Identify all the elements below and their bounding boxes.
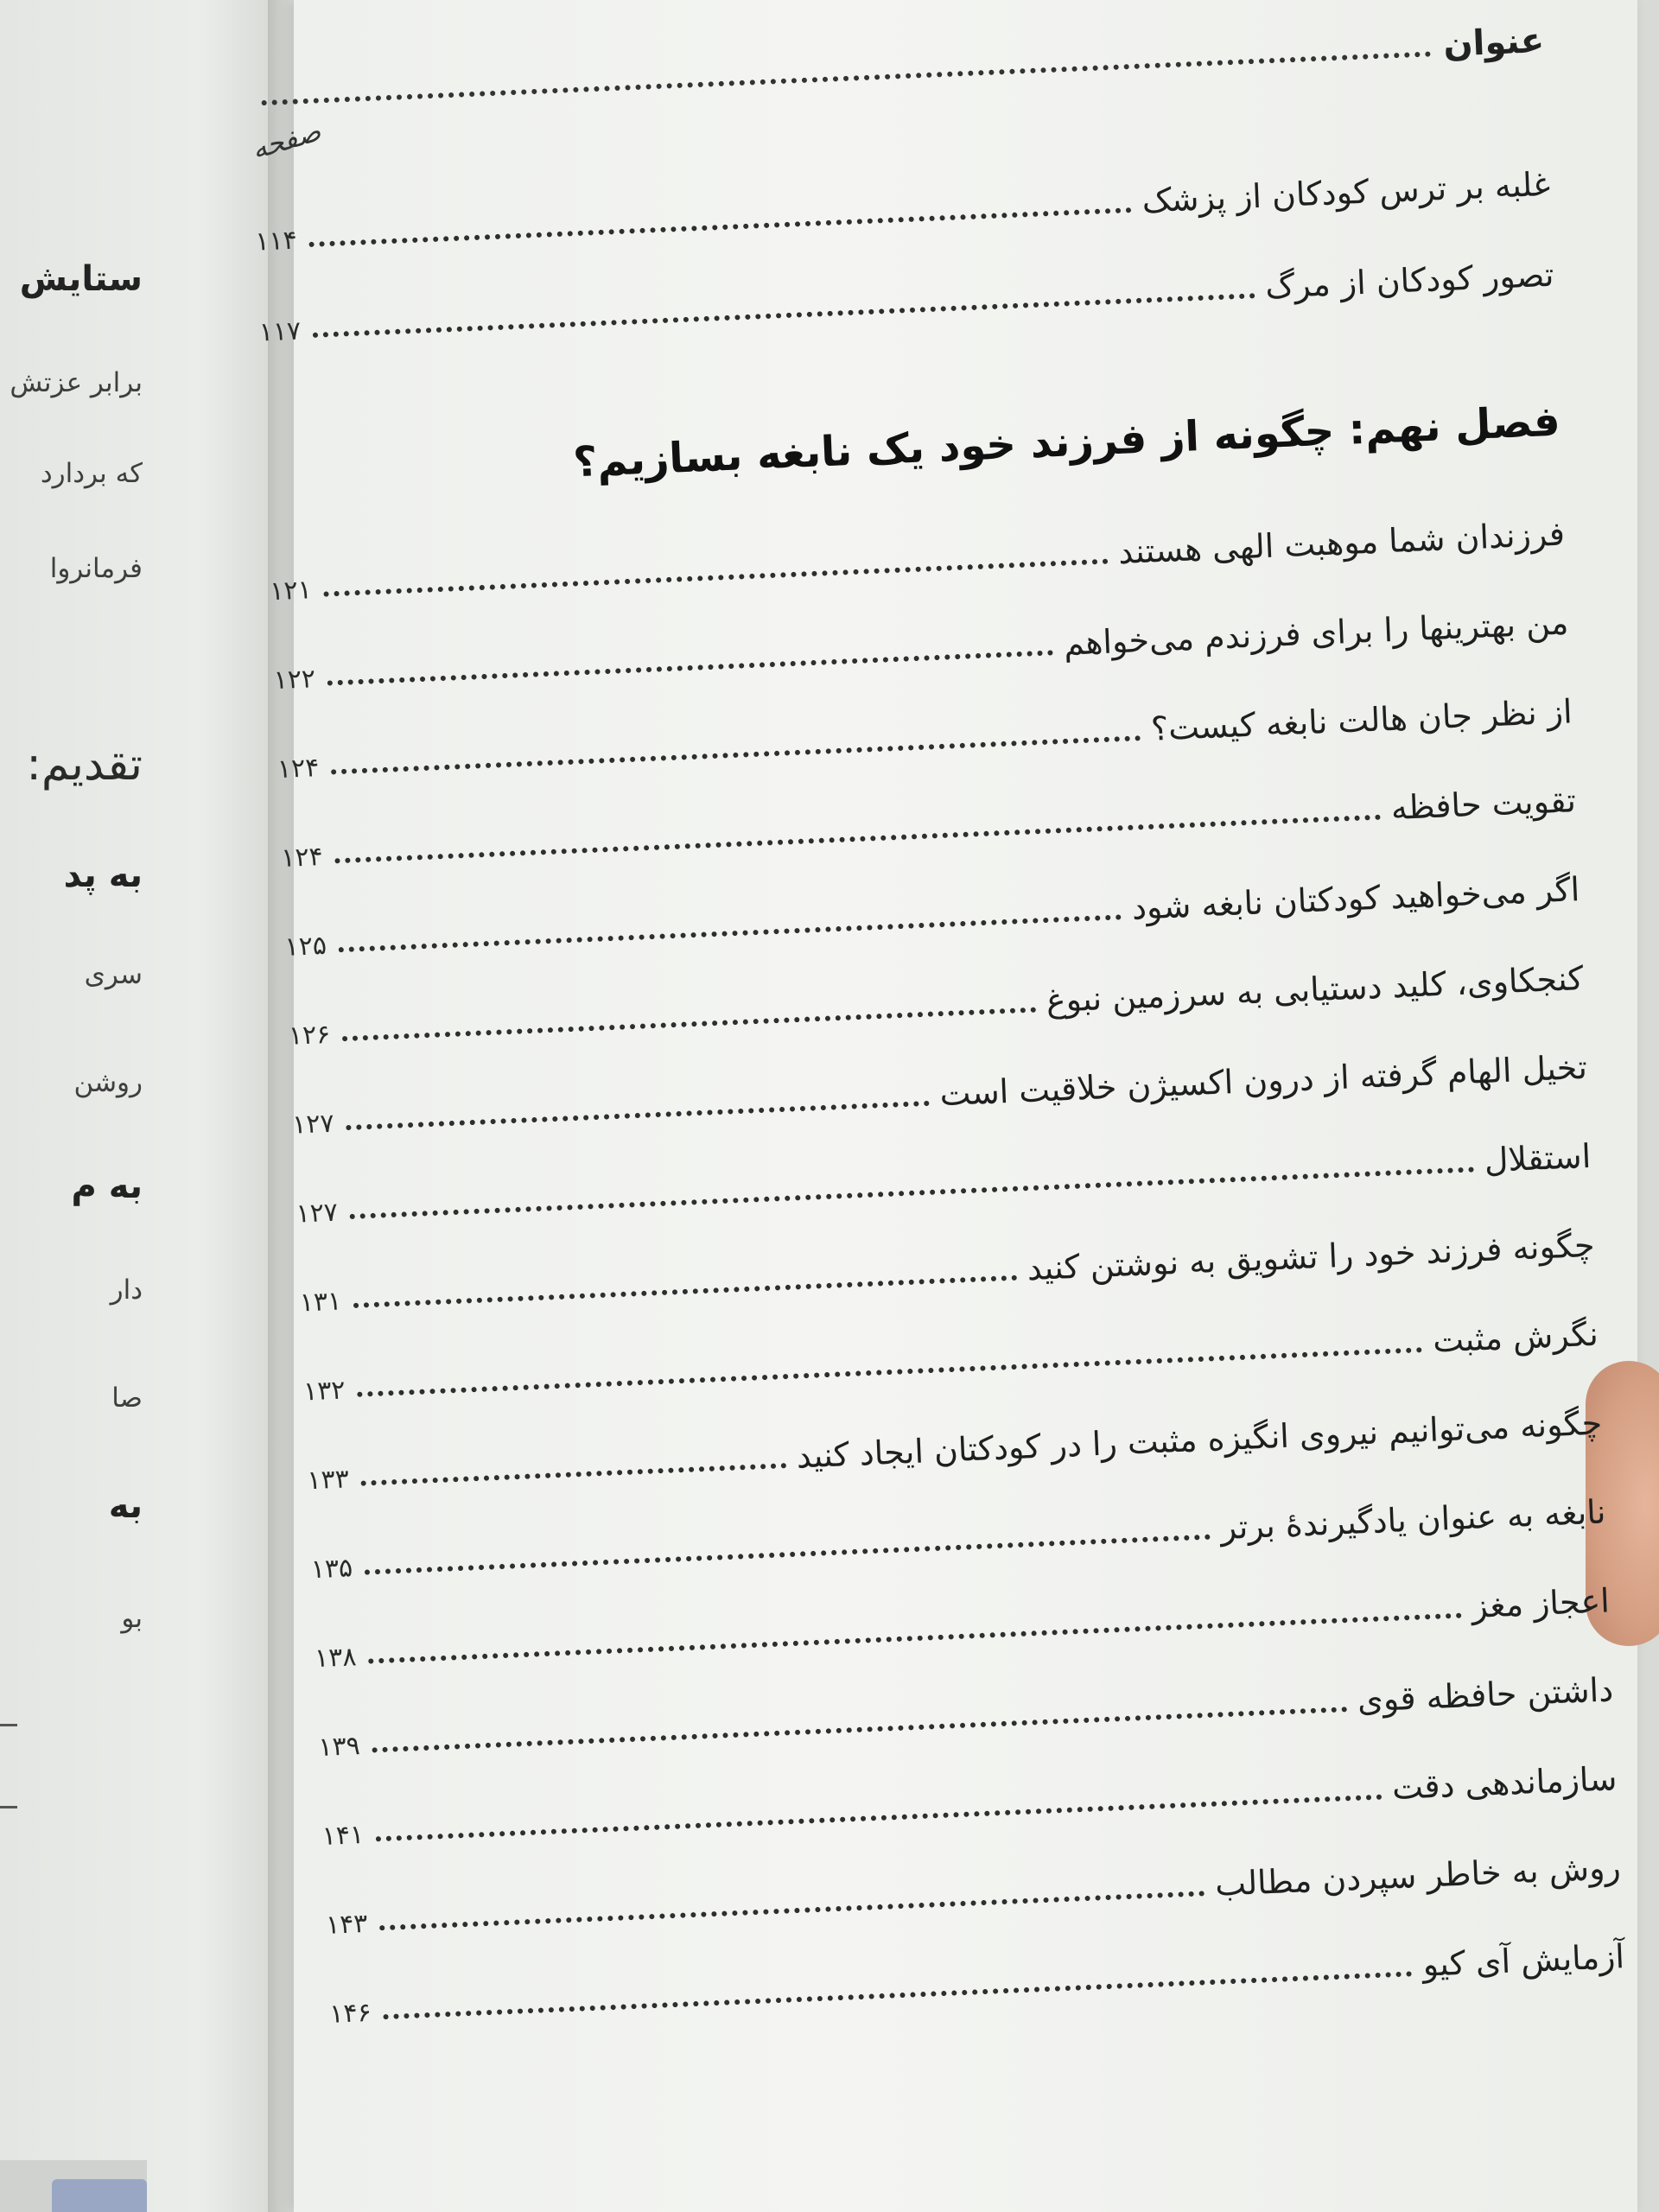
toc-entry-page: ۱۱۷ — [258, 315, 302, 348]
toc-header-title: عنوان — [1442, 20, 1545, 65]
toc-entry-page: ۱۲۷ — [291, 1108, 335, 1141]
dot-leader — [384, 1971, 1413, 2019]
left-page-line: بو — [121, 1603, 143, 1634]
toc-entry[interactable] — [298, 1212, 1595, 1319]
dot-leader — [331, 735, 1141, 774]
dot-leader — [361, 1463, 786, 1486]
dot-leader — [358, 1347, 1423, 1397]
toc-entry-page: ۱۲۶ — [288, 1019, 331, 1052]
dot-leader — [350, 1166, 1474, 1219]
toc-entry-page: ۱۴۳ — [325, 1908, 369, 1941]
toc-entry-title: نگرش مثبت — [1432, 1314, 1599, 1360]
toc-entry[interactable] — [309, 1478, 1606, 1585]
toc-entry[interactable] — [272, 589, 1569, 696]
toc-entry-page: ۱۲۱ — [269, 575, 313, 607]
toc-entry-page: ۱۳۸ — [314, 1642, 358, 1675]
toc-entry-title: فرزندان شما موهبت الهی هستند — [1117, 514, 1566, 572]
dot-leader — [346, 1101, 930, 1130]
toc-entry[interactable] — [302, 1301, 1599, 1408]
dot-leader — [313, 293, 1255, 338]
dot-leader — [376, 1795, 1382, 1842]
toc-entry-title: اعجاز مغز — [1471, 1581, 1611, 1626]
toc-header — [248, 9, 1545, 115]
chapter-title[interactable]: فصل نهم: چگونه از فرزند خود یک نابغه بسازیم؟ — [572, 397, 1561, 487]
left-page-line: به پد — [63, 855, 143, 895]
toc-entry[interactable] — [287, 945, 1584, 1052]
toc-entry-title: اگر می‌خواهید کودکتان نابغه شود — [1131, 870, 1581, 927]
dot-leader — [262, 51, 1432, 105]
left-page-heading: ستایش — [19, 259, 143, 299]
left-page-line: دار — [110, 1274, 143, 1306]
toc-entry-title: کنجکاوی، کلید دستیابی به سرزمین نبوغ — [1045, 959, 1585, 1020]
toc-entry-page: ۱۳۲ — [302, 1375, 346, 1408]
toc-entry-page: ۱۳۹ — [317, 1731, 361, 1764]
toc-header-page-label: صفحه — [247, 114, 325, 166]
toc-entry-page: ۱۲۵ — [283, 930, 327, 963]
toc-entry[interactable] — [283, 856, 1580, 963]
toc-entry-title: سازماندهی دقت — [1391, 1759, 1618, 1808]
toc-entry-page: ۱۳۵ — [310, 1553, 353, 1586]
toc-entry-page: ۱۴۶ — [328, 1997, 372, 2030]
toc-entry-page: ۱۲۲ — [272, 664, 316, 696]
left-page-line: فرمانروا — [49, 553, 143, 584]
toc-page — [247, 0, 1637, 2212]
toc-entry-page: ۱۳۱ — [299, 1286, 342, 1319]
toc-entry-title: نابغه به عنوان یادگیرندهٔ برتر — [1219, 1492, 1607, 1548]
toc-entry[interactable] — [306, 1390, 1603, 1497]
left-page-line: صا — [111, 1382, 143, 1414]
toc-entry-title: استقلال — [1483, 1136, 1592, 1179]
dot-leader — [342, 1007, 1036, 1042]
left-page-line: روشن — [73, 1067, 143, 1098]
toc-entry[interactable] — [269, 500, 1566, 607]
dot-leader — [369, 1613, 1462, 1664]
dot-leader — [365, 1535, 1211, 1575]
left-page-dash — [0, 1724, 17, 1726]
toc-entry-title: از نظر جان هالت نابغه کیست؟ — [1150, 692, 1573, 748]
toc-entry-title: من بهترینها را برای فرزندم می‌خواهم — [1063, 603, 1570, 663]
toc-entry[interactable] — [321, 1745, 1618, 1852]
dot-leader — [379, 1891, 1205, 1930]
left-page-line: برابر عزتش — [10, 367, 143, 398]
left-page-line: به — [108, 1486, 143, 1526]
dot-leader — [339, 914, 1122, 952]
left-page-dash — [0, 1806, 17, 1808]
left-page-line: که بردارد — [40, 458, 143, 489]
toc-content — [247, 0, 1625, 2030]
dot-leader — [353, 1275, 1017, 1308]
blue-object — [52, 2179, 147, 2212]
toc-entry[interactable] — [290, 1034, 1587, 1141]
toc-entry-title: تخیل الهام گرفته از درون اکسیژن خلاقیت است — [938, 1047, 1588, 1114]
dot-leader — [372, 1707, 1348, 1752]
toc-entry-title: چگونه فرزند خود را تشویق به نوشتن کنید — [1026, 1225, 1596, 1288]
left-page-dedication-heading: تقدیم: — [26, 739, 143, 791]
toc-entry-title: داشتن حافظه قوی — [1357, 1670, 1614, 1719]
toc-entry[interactable] — [257, 242, 1554, 348]
toc-entry-title: تصور کودکان از مرگ — [1264, 255, 1555, 306]
toc-entry-title: روش به خاطر سپردن مطالب — [1214, 1848, 1622, 1904]
toc-entry[interactable] — [313, 1567, 1610, 1674]
toc-entry-title: چگونه می‌توانیم نیروی انگیزه مثبت را در کودکتان ایجاد کنید — [795, 1403, 1603, 1476]
toc-entry[interactable] — [276, 678, 1573, 785]
toc-entry-title: تقویت حافظه — [1389, 781, 1577, 828]
toc-entry[interactable] — [317, 1656, 1614, 1763]
toc-entry-page: ۱۱۴ — [254, 225, 298, 257]
toc-entry-title: غلبه بر ترس کودکان از پزشک — [1141, 164, 1551, 220]
dot-leader — [335, 815, 1382, 864]
left-page-line: سری — [84, 959, 143, 990]
toc-entry-page: ۱۲۴ — [280, 841, 324, 874]
toc-entry[interactable] — [254, 151, 1551, 257]
dot-leader — [309, 207, 1132, 247]
left-facing-page — [0, 0, 285, 2212]
dot-leader — [324, 559, 1109, 597]
toc-entry-page: ۱۴۱ — [321, 1819, 365, 1852]
toc-entry[interactable] — [324, 1834, 1621, 1941]
toc-entry-title: آزمایش آی کیو — [1421, 1937, 1625, 1984]
toc-entry-page: ۱۳۳ — [306, 1464, 350, 1497]
toc-entry-page: ۱۲۷ — [295, 1197, 339, 1230]
dot-leader — [327, 650, 1053, 685]
toc-entry[interactable] — [295, 1123, 1592, 1230]
left-page-line: به م — [71, 1166, 143, 1206]
toc-entry-page: ۱۲۴ — [276, 753, 321, 785]
toc-entry[interactable] — [280, 767, 1577, 874]
toc-entry[interactable] — [328, 1923, 1625, 2030]
